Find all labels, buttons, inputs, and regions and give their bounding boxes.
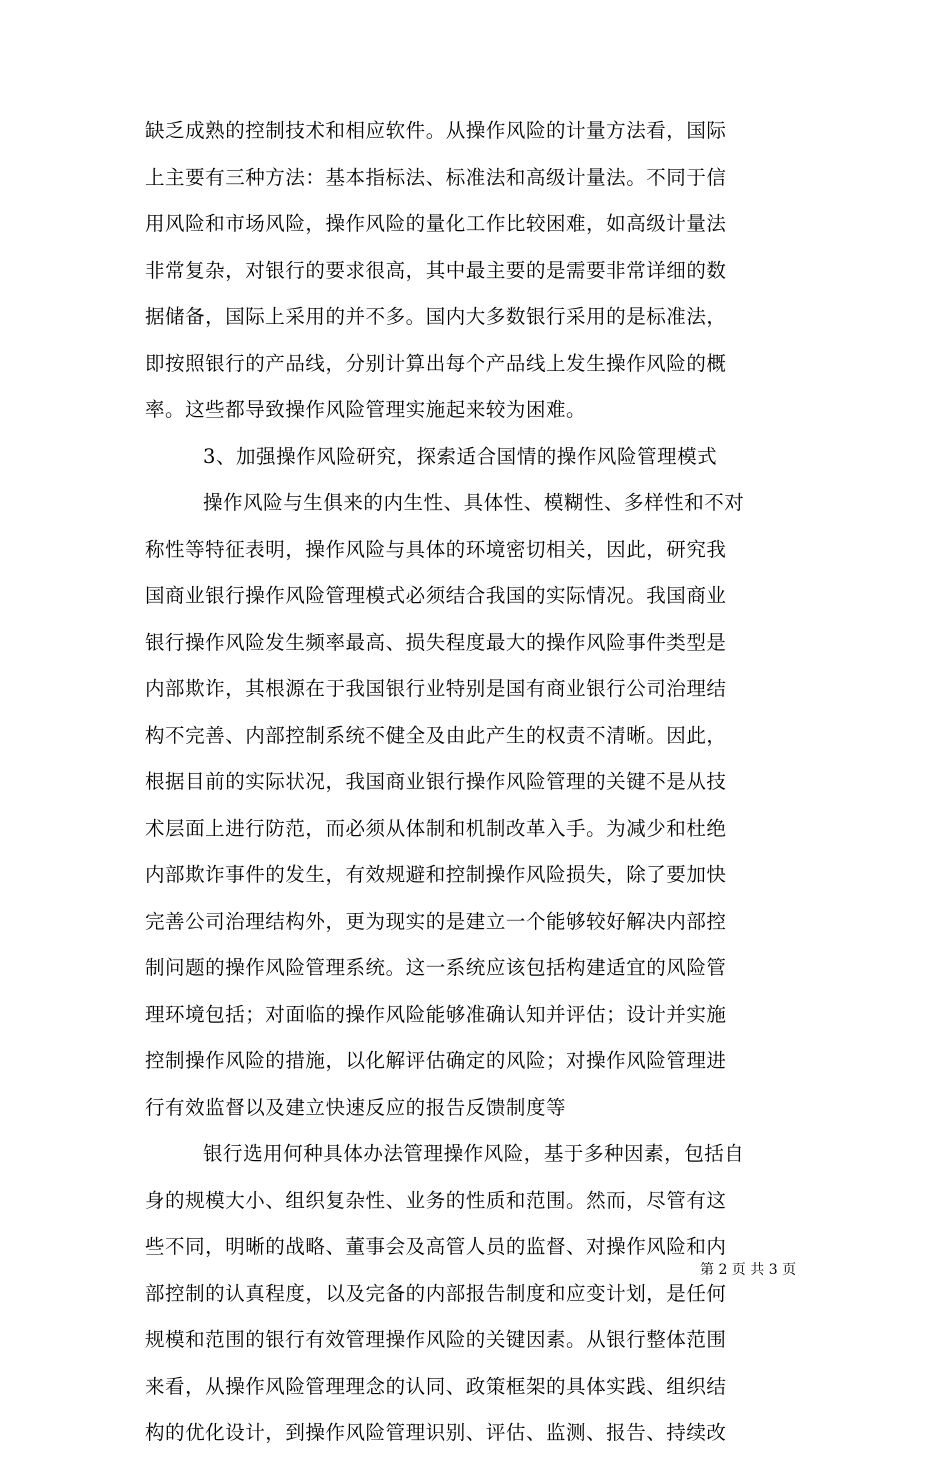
page-number-footer: 第 2 页 共 3 页	[700, 1262, 797, 1278]
text-line: 来看，从操作风险管理理念的认同、政策框架的具体实践、组织结	[145, 1374, 727, 1398]
text-line: 制问题的操作风险管理系统。这一系统应该包括构建适宜的风险管	[145, 956, 727, 979]
text-line: 身的规模大小、组织复杂性、业务的性质和范围。然而，尽管有这	[145, 1188, 727, 1212]
text-line: 理环境包括；对面临的操作风险能够准确认知并评估；设计并实施	[145, 1002, 727, 1026]
text-line: 银行选用何种具体办法管理操作风险，基于多种因素，包括自	[203, 1142, 745, 1165]
text-line: 构不完善、内部控制系统不健全及由此产生的权责不清晰。因此，	[145, 723, 727, 747]
text-line: 据储备，国际上采用的并不多。国内大多数银行采用的是标准法，	[145, 305, 727, 328]
text-line: 根据目前的实际状况，我国商业银行操作风险管理的关键不是从技	[145, 770, 727, 793]
section-heading: 3、加强操作风险研究，探索适合国情的操作风险管理模式	[203, 444, 718, 468]
text-line: 银行操作风险发生频率最高、损失程度最大的操作风险事件类型是	[145, 630, 727, 654]
text-line: 内部欺诈，其根源在于我国银行业特别是国有商业银行公司治理结	[145, 677, 727, 700]
text-line: 操作风险与生俱来的内生性、具体性、模糊性、多样性和不对	[203, 491, 745, 514]
text-line: 内部欺诈事件的发生，有效规避和控制操作风险损失，除了要加快	[145, 863, 727, 886]
text-line: 称性等特征表明，操作风险与具体的环境密切相关，因此，研究我	[145, 537, 727, 561]
text-line: 部控制的认真程度，以及完备的内部报告制度和应变计划，是任何	[145, 1281, 727, 1305]
text-line: 控制操作风险的措施，以化解评估确定的风险；对操作风险管理进	[145, 1049, 727, 1072]
text-line: 些不同，明晰的战略、董事会及高管人员的监督、对操作风险和内	[145, 1235, 727, 1258]
text-line: 行有效监督以及建立快速反应的报告反馈制度等	[145, 1095, 567, 1119]
text-line: 非常复杂，对银行的要求很高，其中最主要的是需要非常详细的数	[145, 258, 727, 282]
text-line: 用风险和市场风险，操作风险的量化工作比较困难，如高级计量法	[145, 212, 727, 235]
text-line: 即按照银行的产品线，分别计算出每个产品线上发生操作风险的概	[145, 351, 727, 375]
text-line: 完善公司治理结构外，更为现实的是建立一个能够较好解决内部控	[145, 909, 727, 933]
text-line: 术层面上进行防范，而必须从体制和机制改革入手。为减少和杜绝	[145, 816, 727, 840]
body-text	[145, 108, 805, 1457]
text-line: 规模和范围的银行有效管理操作风险的关键因素。从银行整体范围	[145, 1328, 727, 1351]
text-line: 构的优化设计，到操作风险管理识别、评估、监测、报告、持续改	[145, 1421, 727, 1444]
text-line: 上主要有三种方法：基本指标法、标准法和高级计量法。不同于信	[145, 165, 727, 189]
text-line: 缺乏成熟的控制技术和相应软件。从操作风险的计量方法看，国际	[145, 119, 727, 142]
text-line: 国商业银行操作风险管理模式必须结合我国的实际情况。我国商业	[145, 584, 727, 607]
text-line: 率。这些都导致操作风险管理实施起来较为困难。	[145, 398, 587, 421]
